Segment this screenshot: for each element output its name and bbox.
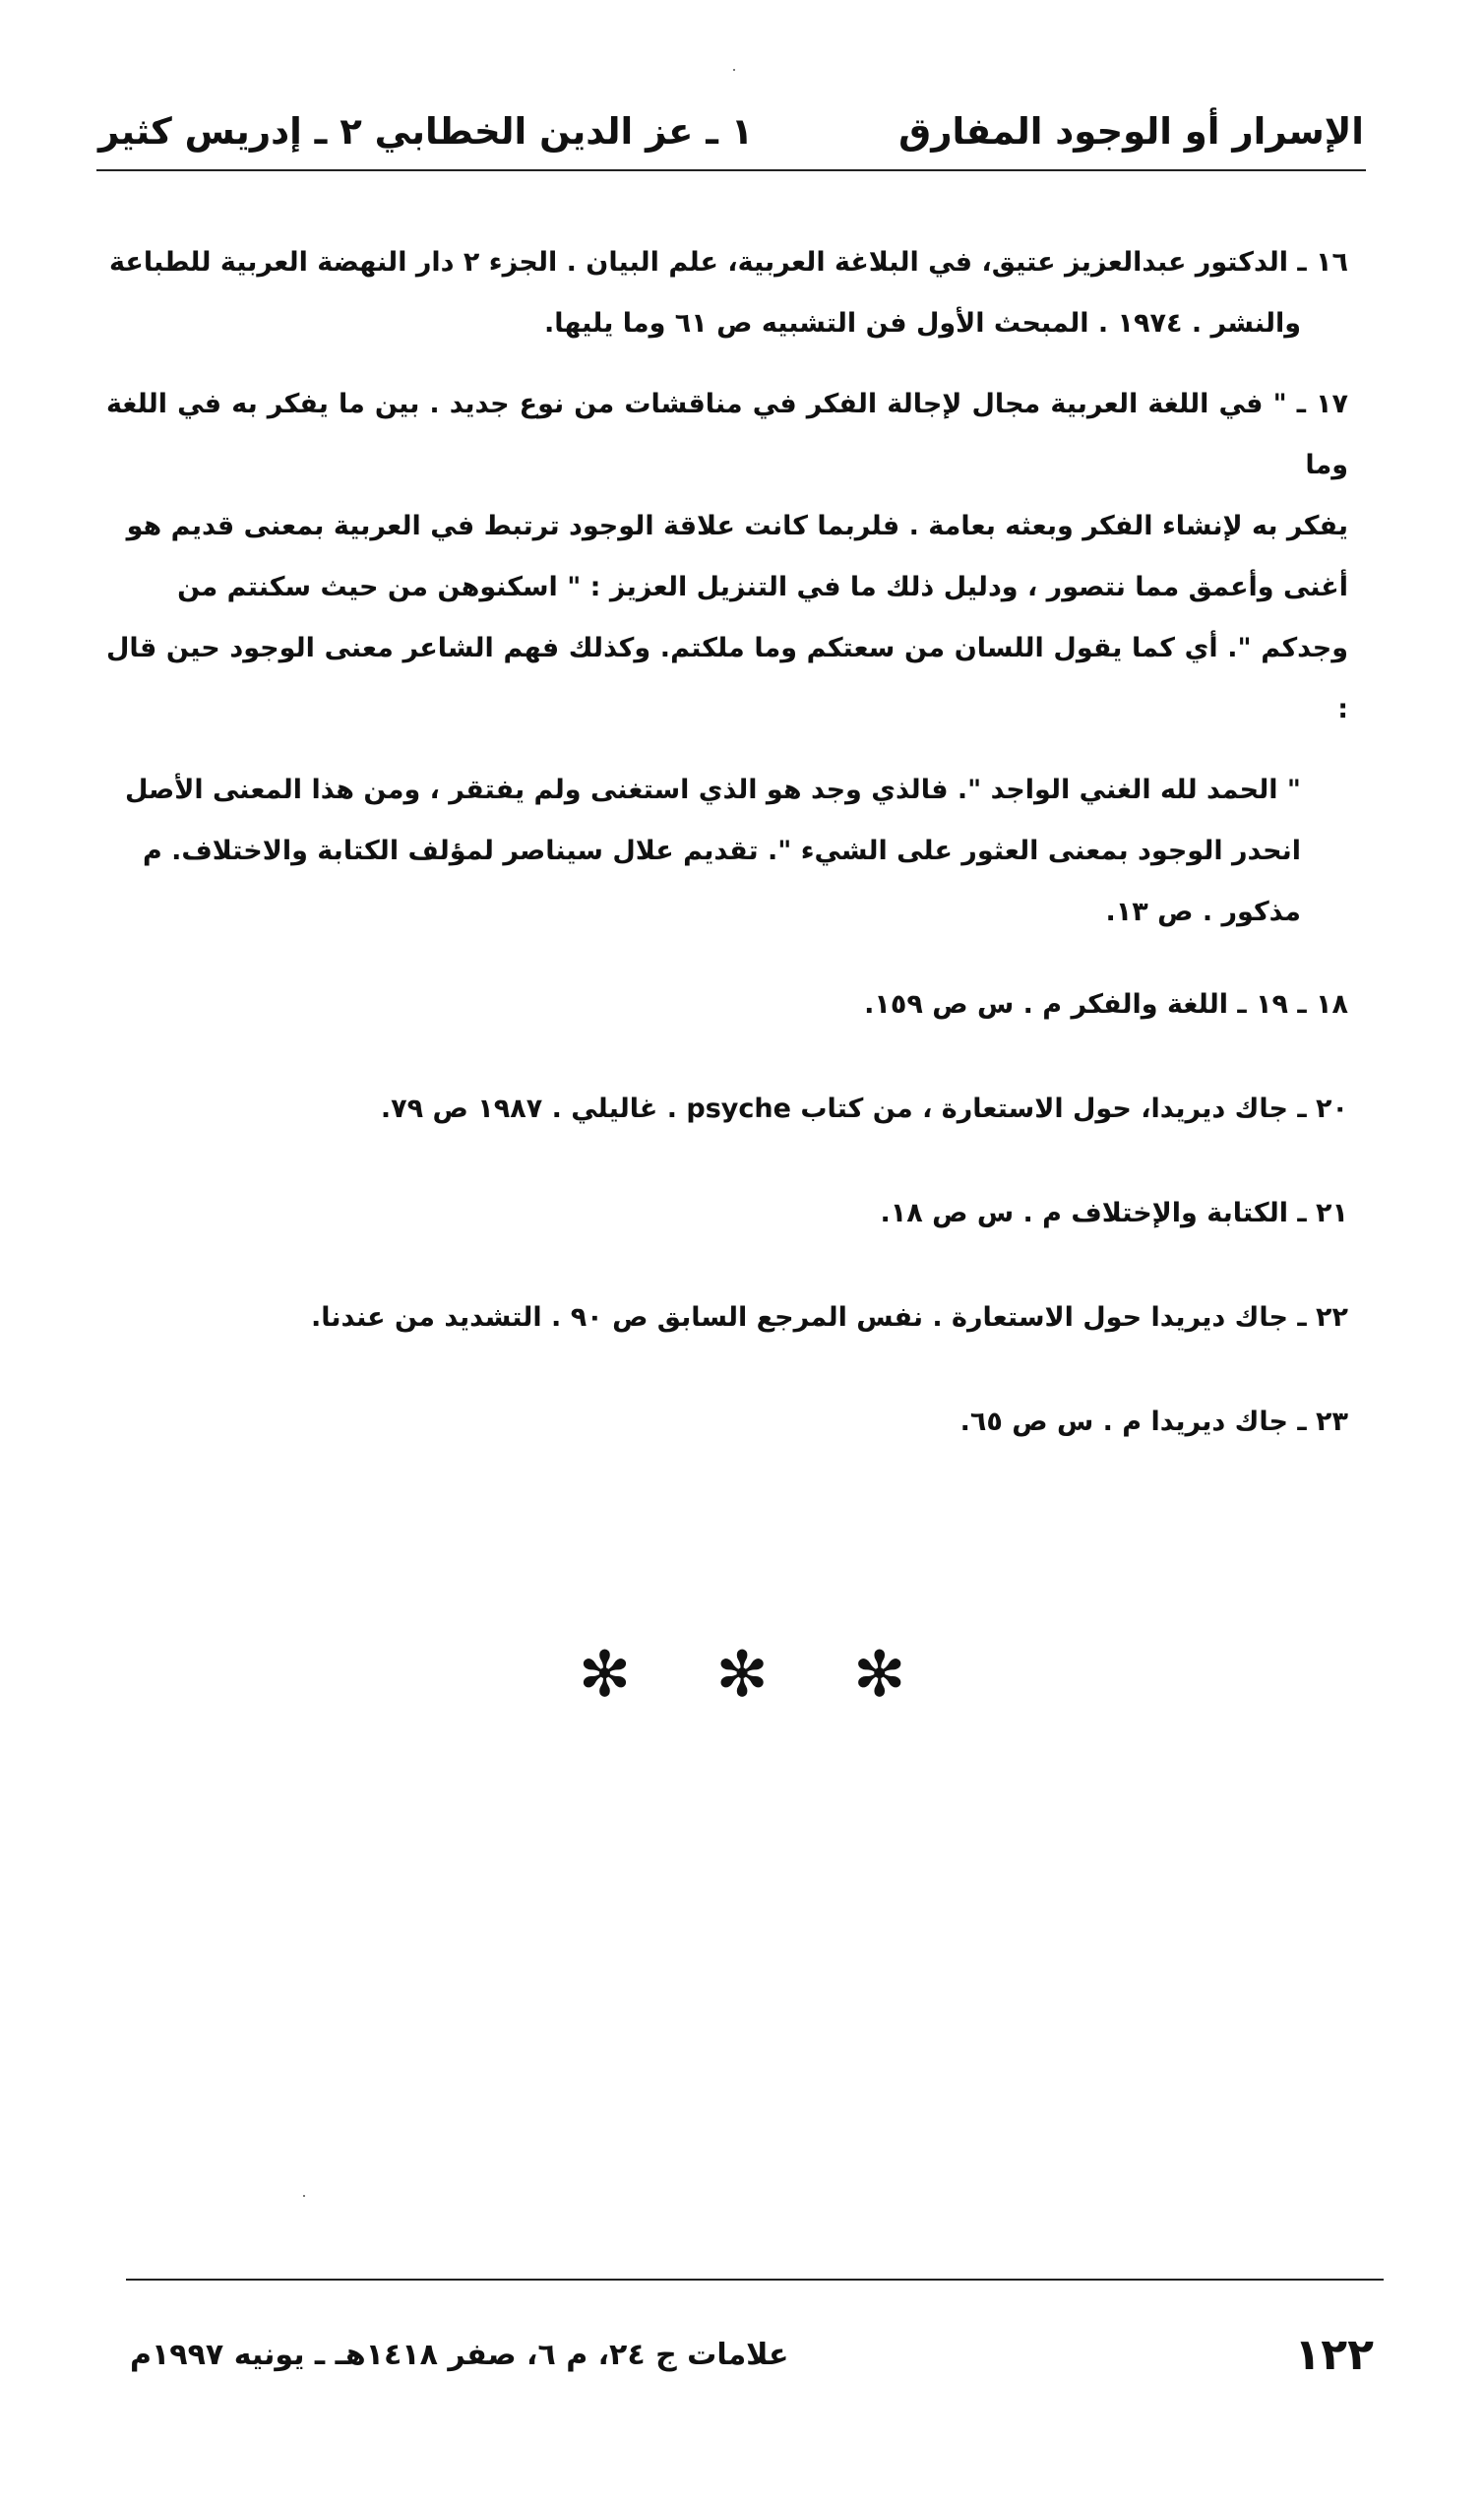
asterisk-icon: ✻ <box>852 1639 906 1712</box>
note-line: ٢٢ ـ جاك ديريدا حول الاستعارة . نفس المرجع السابق ص ٩٠ . التشديد من عندنا. <box>311 1302 1348 1333</box>
endnote-21 <box>106 1183 1348 1244</box>
endnote-16 <box>106 232 1348 354</box>
journal-citation: علامات ج ٢٤، م ٦، صفر ١٤١٨هـ ـ يونيه ١٩٩٧م <box>130 2337 789 2372</box>
note-line: ٢٣ ـ جاك ديريدا م . س ص ٦٥. <box>959 1407 1348 1437</box>
note-line: ١٨ ـ ١٩ ـ اللغة والفكر م . س ص ١٥٩. <box>864 989 1348 1020</box>
endnote-17 <box>106 374 1348 740</box>
header-rule <box>96 169 1366 171</box>
scan-speck <box>303 2195 305 2197</box>
endnote-23 <box>106 1392 1348 1453</box>
scan-speck <box>733 69 735 71</box>
note-line: ١٦ ـ الدكتور عبدالعزيز عتيق، في البلاغة العربية، علم البيان . الجزء ٢ دار النهضة العربية للطباعة <box>109 247 1348 278</box>
footer-rule <box>126 2279 1384 2281</box>
endnotes <box>106 232 1348 1453</box>
page-number: ١٢٢ <box>1294 2329 1374 2380</box>
note-line: ١٧ ـ " في اللغة العربية مجال لإجالة الفكر في مناقشات من نوع جديد . بين ما يفكر به في اللغة وما <box>106 389 1348 480</box>
endnote-17-quote <box>106 760 1301 943</box>
note-line: ٢١ ـ الكتابة والإختلاف م . س ص ١٨. <box>880 1198 1348 1228</box>
note-line: يفكر به لإنشاء الفكر وبعثه بعامة . فلربما كانت علاقة الوجود ترتبط في العربية بمعنى قديم هو <box>126 511 1348 541</box>
endnote-22 <box>106 1287 1348 1348</box>
note-line: " الحمد لله الغني الواجد ". فالذي وجد هو الذي استغنى ولم يفتقر ، ومن هذا المعنى الأصل <box>125 775 1301 805</box>
note-line: وجدكم ". أي كما يقول اللسان من سعتكم وما ملكتم. وكذلك فهم الشاعر معنى الوجود حين قال : <box>106 633 1348 724</box>
section-separator <box>0 1639 1484 1712</box>
endnote-18-19 <box>106 974 1348 1035</box>
asterisk-icon: ✻ <box>715 1639 769 1712</box>
note-line: مذكور . ص ١٣. <box>1105 897 1301 927</box>
note-line: انحدر الوجود بمعنى العثور على الشيء ". تقديم علال سيناصر لمؤلف الكتابة والاختلاف. م <box>142 836 1301 866</box>
running-header <box>98 91 1364 153</box>
endnote-20 <box>106 1079 1348 1140</box>
article-title: الإسرار أو الوجود المفارق <box>898 110 1364 153</box>
asterisk-icon: ✻ <box>578 1639 632 1712</box>
running-footer <box>130 2325 1374 2384</box>
note-line: والنشر . ١٩٧٤ . المبحث الأول فن التشبيه ص ٦١ وما يليها. <box>543 308 1301 339</box>
note-line: ٢٠ ـ جاك ديريدا، حول الاستعارة ، من كتاب psyche . غاليلي . ١٩٨٧ ص ٧٩. <box>380 1094 1348 1124</box>
article-authors: ١ ـ عز الدين الخطابي ٢ ـ إدريس كثير <box>98 110 754 153</box>
note-line: أغنى وأعمق مما نتصور ، ودليل ذلك ما في التنزيل العزيز : " اسكنوهن من حيث سكنتم من <box>177 572 1348 602</box>
